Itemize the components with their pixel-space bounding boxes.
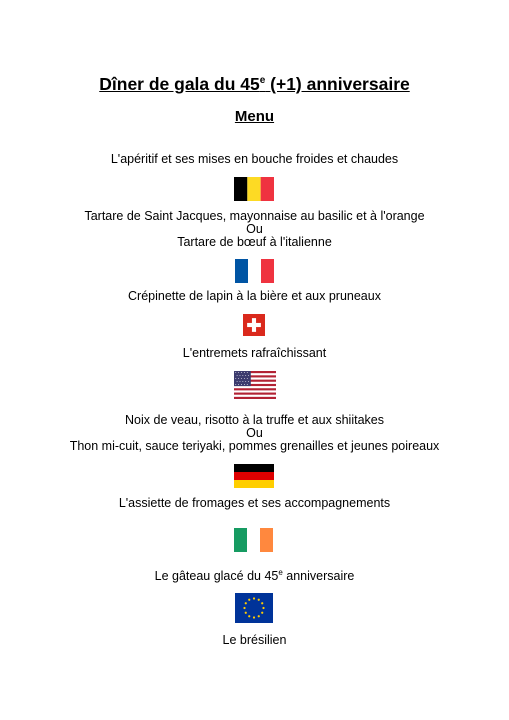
course-or-2: Ou [246,426,263,440]
course-rabbit: Crépinette de lapin à la bière et aux pruneaux [128,289,381,303]
france-flag-icon [235,259,274,283]
eu-star-icon [253,616,255,618]
eu-star-icon [245,612,247,614]
course-cake: Le gâteau glacé du 45e anniversaire [154,567,355,583]
germany-flag-icon [234,464,274,488]
eu-star-icon [261,602,263,604]
course-cheese: L'assiette de fromages et ses accompagnements [118,496,391,510]
eu-star-icon [245,602,247,604]
course-starter-2: Tartare de bœuf à l'italienne [177,235,332,249]
ireland-flag-icon [234,528,273,552]
course-entremets: L'entremets rafraîchissant [182,346,327,360]
course-or-1: Ou [246,222,263,236]
eu-star-icon [261,612,263,614]
eu-star-icon [258,615,260,617]
eu-star-icon [248,615,250,617]
course-final: Le brésilien [222,633,287,647]
course-tuna: Thon mi-cuit, sauce teriyaki, pommes grenailles et jeunes poireaux [69,439,440,453]
course-veal: Noix de veau, risotto à la truffe et aux shiitakes [125,413,384,427]
page-title: Dîner de gala du 45e (+1) anniversaire [99,74,410,94]
eu-star-icon [258,599,260,601]
eu-star-icon [262,607,264,609]
usa-flag-icon [234,371,276,399]
course-aperitif: L'apéritif et ses mises en bouche froides et chaudes [110,152,399,166]
course-starter-1: Tartare de Saint Jacques, mayonnaise au basilic et à l'orange [84,209,425,223]
belgium-flag-icon [234,177,274,201]
eu-star-icon [248,599,250,601]
menu-heading: Menu [234,108,275,125]
switzerland-flag-icon [243,314,265,336]
eu-star-icon [253,597,255,599]
eu-star-icon [243,607,245,609]
european-union-flag-icon [235,593,273,623]
